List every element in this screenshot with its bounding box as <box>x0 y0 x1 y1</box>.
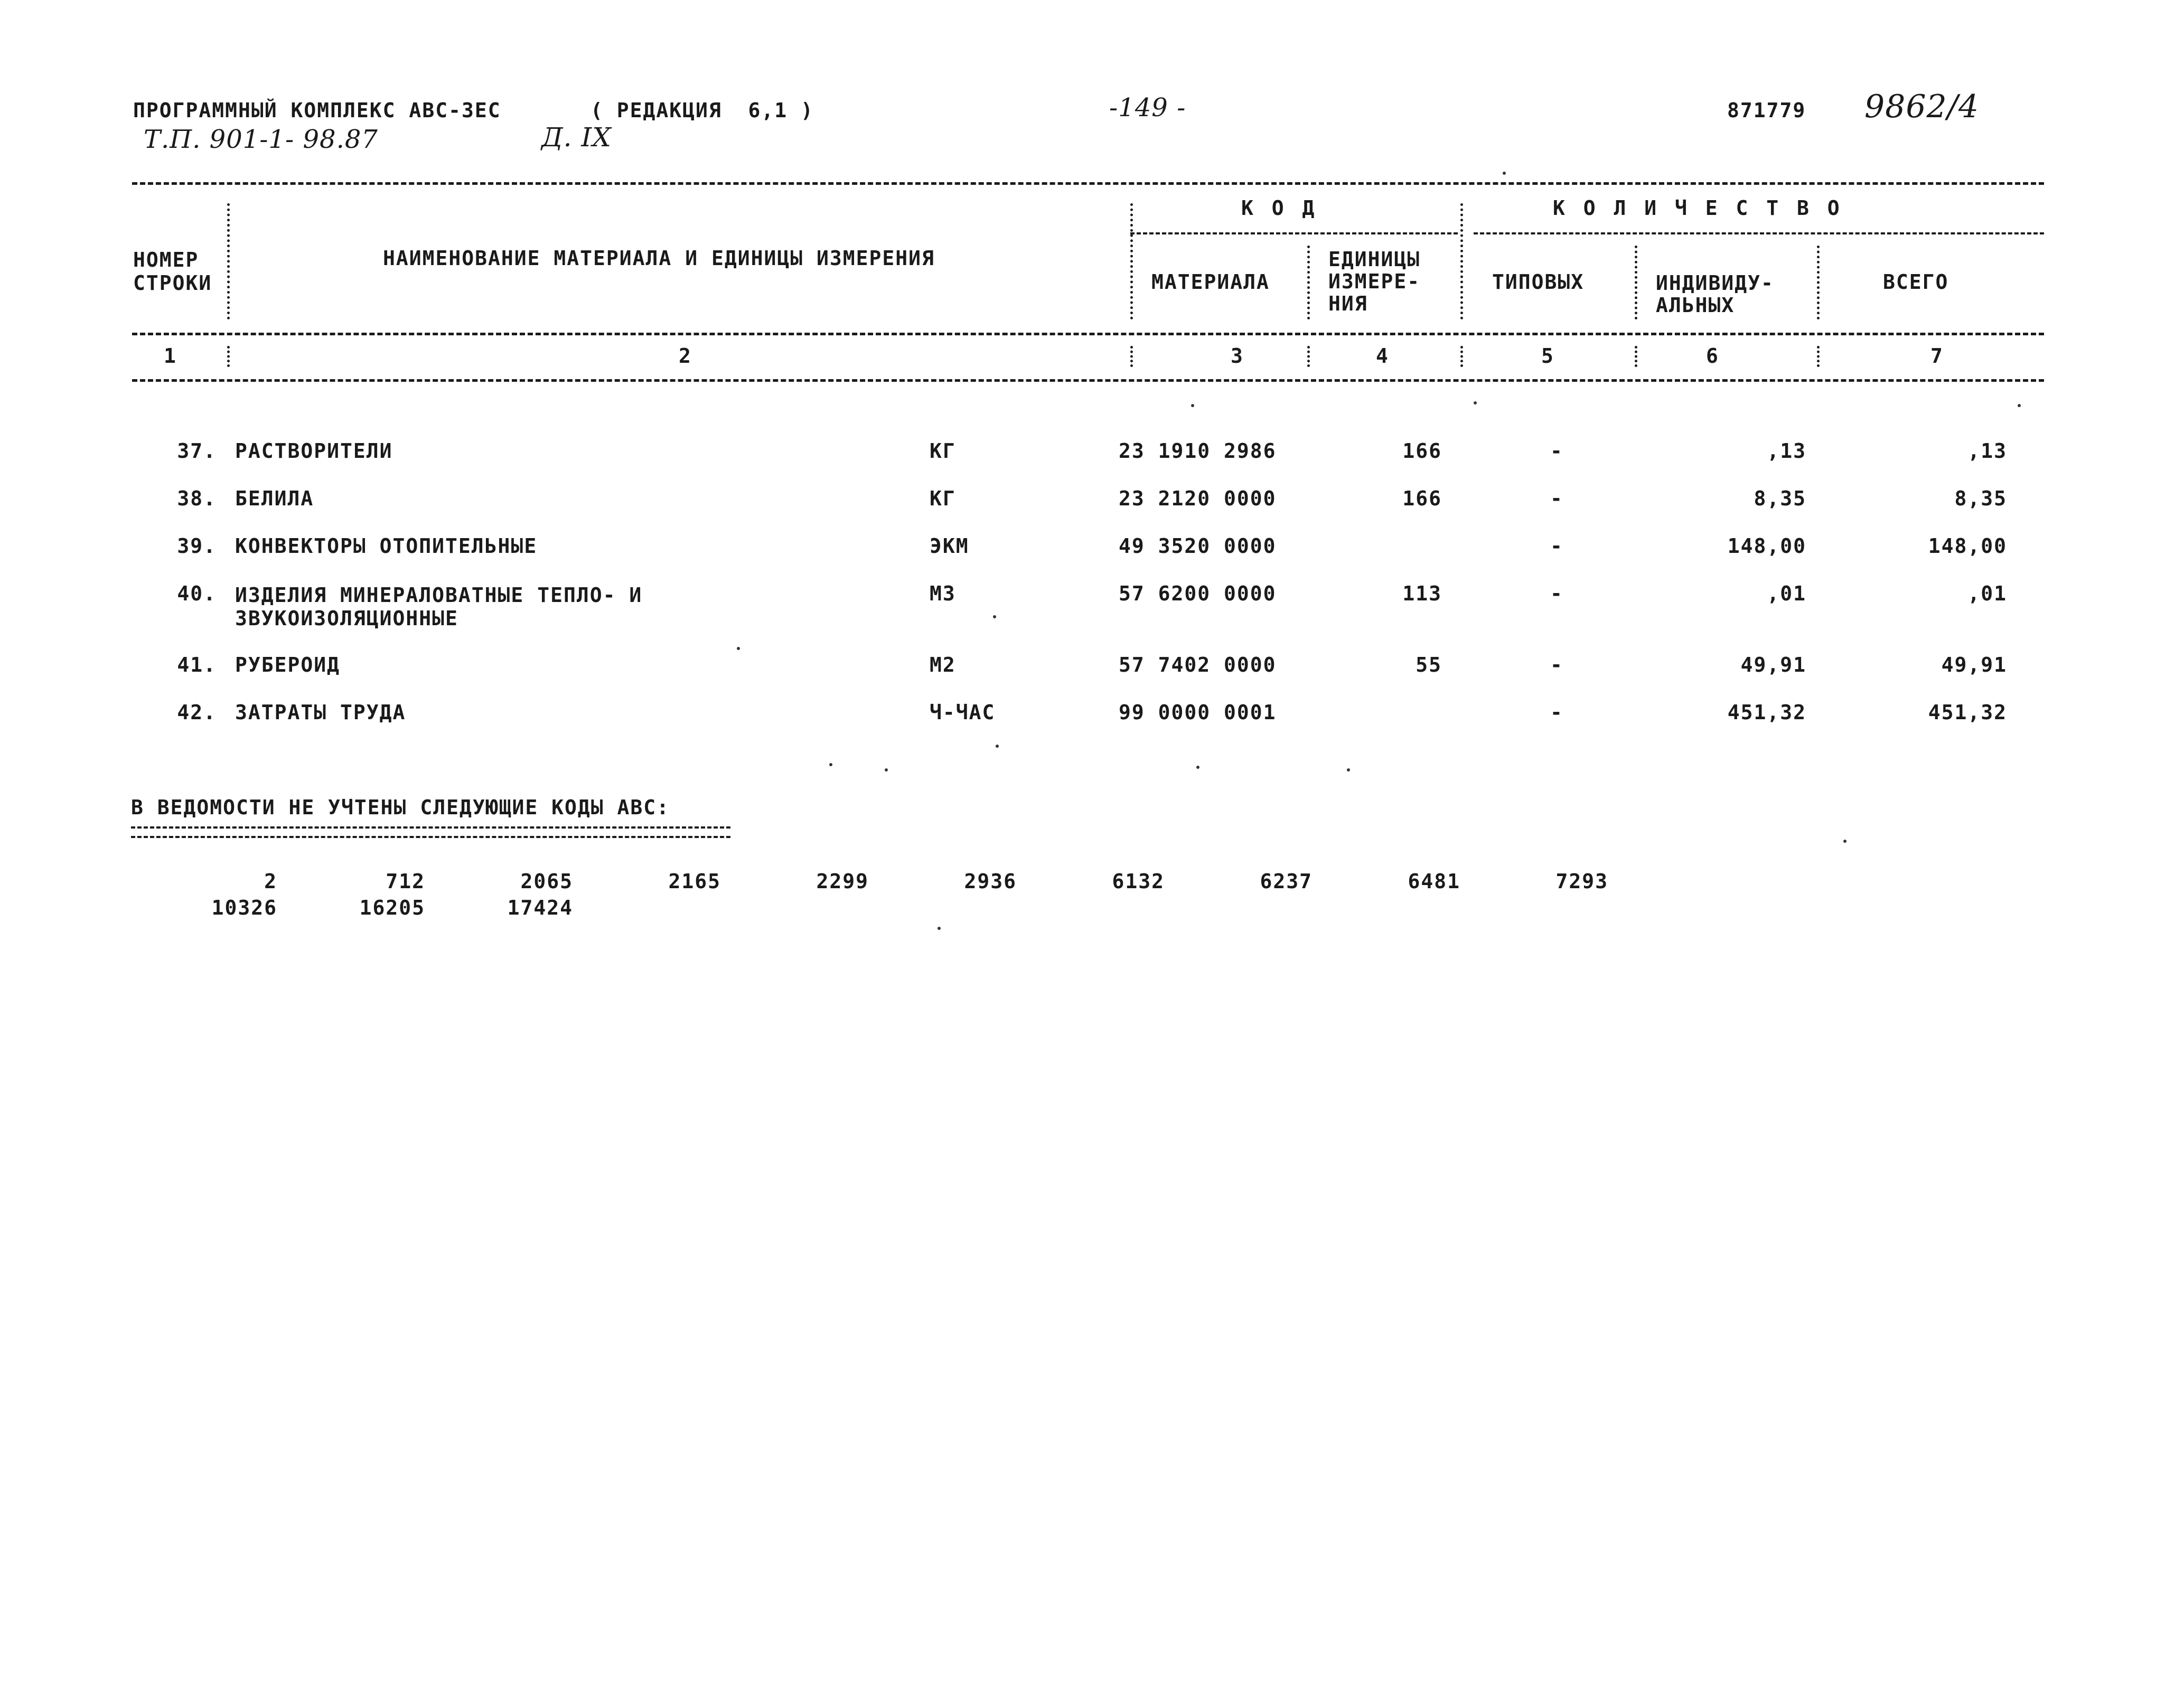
header-separator <box>1460 203 1463 319</box>
individual-qty: 451,32 <box>1727 701 1806 724</box>
individual-qty: 8,35 <box>1754 487 1806 510</box>
header-separator <box>227 346 230 367</box>
typical-header: ТИПОВЫХ <box>1492 270 1585 294</box>
abs-code: 6237 <box>1260 870 1313 893</box>
code-group-rule <box>1130 232 1458 234</box>
header-separator <box>1635 346 1637 367</box>
typical-qty: - <box>1550 582 1563 605</box>
material-name: РУБЕРОИД <box>235 653 341 676</box>
code-group-header: К О Д <box>1241 196 1318 220</box>
scan-speck <box>938 927 941 930</box>
abs-code: 17424 <box>507 896 573 919</box>
unit-code: 166 <box>1402 439 1442 463</box>
scan-speck <box>737 647 740 650</box>
individual-header: ИНДИВИДУ- АЛЬНЫХ <box>1656 271 1774 317</box>
program-title: ПРОГРАММНЫЙ КОМПЛЕКС АВС-3ЕС <box>133 99 501 122</box>
note-double-rule <box>131 826 730 838</box>
scan-speck <box>1196 766 1199 769</box>
page-number: -149 - <box>1109 93 1186 123</box>
total-qty: 148,00 <box>1928 534 2007 558</box>
row-number: 42. <box>177 701 217 724</box>
material-code: 49 3520 0000 <box>1119 534 1277 558</box>
material-code: 23 2120 0000 <box>1119 487 1277 510</box>
header-separator <box>1307 246 1310 319</box>
column-number: 2 <box>679 344 692 368</box>
typical-qty: - <box>1550 439 1563 463</box>
scan-speck <box>1474 401 1477 404</box>
material-code: 57 7402 0000 <box>1119 653 1277 676</box>
row-number: 40. <box>177 582 217 605</box>
unit: Ч-ЧАС <box>930 701 996 724</box>
abs-code: 10326 <box>211 896 277 919</box>
typical-qty: - <box>1550 653 1563 676</box>
column-number: 4 <box>1376 344 1389 368</box>
unit-code: 113 <box>1402 582 1442 605</box>
individual-qty: 49,91 <box>1740 653 1806 676</box>
header-separator <box>1817 246 1820 319</box>
qty-group-rule <box>1474 232 2044 234</box>
unit: КГ <box>930 439 956 463</box>
row-number: 38. <box>177 487 217 510</box>
scan-speck <box>1347 768 1350 772</box>
abs-code: 2936 <box>964 870 1017 893</box>
sheet-number: 9862/4 <box>1864 88 1980 125</box>
name-header: НАИМЕНОВАНИЕ МАТЕРИАЛА И ЕДИНИЦЫ ИЗМЕРЕНИЯ <box>383 247 935 270</box>
header-separator <box>1130 346 1133 367</box>
material-code-header: МАТЕРИАЛА <box>1151 270 1270 294</box>
scan-speck <box>1191 404 1194 407</box>
abs-code: 2299 <box>816 870 869 893</box>
row-number: 37. <box>177 439 217 463</box>
unit: М2 <box>930 653 956 676</box>
abs-code: 2165 <box>668 870 721 893</box>
individual-qty: ,13 <box>1767 439 1806 463</box>
unit: ЭКМ <box>930 534 969 558</box>
material-code: 99 0000 0001 <box>1119 701 1277 724</box>
table-top-rule <box>132 182 2044 185</box>
total-qty: ,01 <box>1967 582 2007 605</box>
album-number: Д. IX <box>541 122 612 153</box>
abs-code: 2 <box>264 870 277 893</box>
header-separator <box>1460 346 1463 367</box>
scan-speck <box>885 768 888 772</box>
header-separator <box>1817 346 1820 367</box>
abs-code: 6481 <box>1408 870 1460 893</box>
unit: М3 <box>930 582 956 605</box>
abs-code: 7293 <box>1555 870 1608 893</box>
abs-code: 2065 <box>520 870 573 893</box>
scan-speck <box>2018 404 2021 407</box>
scan-speck <box>829 763 832 766</box>
unit: КГ <box>930 487 956 510</box>
total-qty: 8,35 <box>1954 487 2007 510</box>
row-number: 41. <box>177 653 217 676</box>
typical-qty: - <box>1550 534 1563 558</box>
abs-code: 6132 <box>1112 870 1165 893</box>
material-code: 23 1910 2986 <box>1119 439 1277 463</box>
material-name: БЕЛИЛА <box>235 487 314 510</box>
header-separator <box>1635 246 1637 319</box>
scan-speck <box>996 745 999 748</box>
row-number: 39. <box>177 534 217 558</box>
row-number-header: НОМЕР СТРОКИ <box>133 248 212 295</box>
column-number: 1 <box>164 344 177 368</box>
total-header: ВСЕГО <box>1883 270 1949 294</box>
material-name: КОНВЕКТОРЫ ОТОПИТЕЛЬНЫЕ <box>235 534 538 558</box>
header-separator <box>1130 203 1133 319</box>
quantity-group-header: К О Л И Ч Е С Т В О <box>1553 196 1843 220</box>
header-separator <box>1307 346 1310 367</box>
total-qty: 49,91 <box>1941 653 2007 676</box>
scan-speck <box>993 615 996 618</box>
uncounted-codes-note: В ВЕДОМОСТИ НЕ УЧТЕНЫ СЛЕДУЮЩИЕ КОДЫ АВС: <box>131 796 670 819</box>
column-number: 3 <box>1231 344 1244 368</box>
material-name: ЗАТРАТЫ ТРУДА <box>235 701 406 724</box>
column-number: 7 <box>1930 344 1944 368</box>
individual-qty: 148,00 <box>1727 534 1806 558</box>
document-code: 871779 <box>1727 99 1806 122</box>
project-number: Т.П. 901-1- 98.87 <box>144 125 378 154</box>
typical-qty: - <box>1550 701 1563 724</box>
abs-code: 16205 <box>359 896 425 919</box>
scan-speck <box>1503 172 1506 175</box>
material-code: 57 6200 0000 <box>1119 582 1277 605</box>
unit-code: 55 <box>1416 653 1442 676</box>
column-number: 6 <box>1706 344 1719 368</box>
unit-code-header: ЕДИНИЦЫ ИЗМЕРЕ- НИЯ <box>1328 248 1421 315</box>
column-numbers-rule <box>132 379 2044 382</box>
total-qty: ,13 <box>1967 439 2007 463</box>
column-number: 5 <box>1541 344 1554 368</box>
material-name: ИЗДЕЛИЯ МИНЕРАЛОВАТНЫЕ ТЕПЛО- И ЗВУКОИЗОЛЯЦИОННЫЕ <box>235 584 643 630</box>
edition-label: ( РЕДАКЦИЯ 6,1 ) <box>590 99 814 122</box>
material-name: РАСТВОРИТЕЛИ <box>235 439 393 463</box>
unit-code: 166 <box>1402 487 1442 510</box>
abs-code: 712 <box>386 870 425 893</box>
typical-qty: - <box>1550 487 1563 510</box>
individual-qty: ,01 <box>1767 582 1806 605</box>
total-qty: 451,32 <box>1928 701 2007 724</box>
scan-speck <box>1843 840 1846 843</box>
header-bottom-rule <box>132 333 2044 335</box>
header-separator <box>227 203 230 319</box>
